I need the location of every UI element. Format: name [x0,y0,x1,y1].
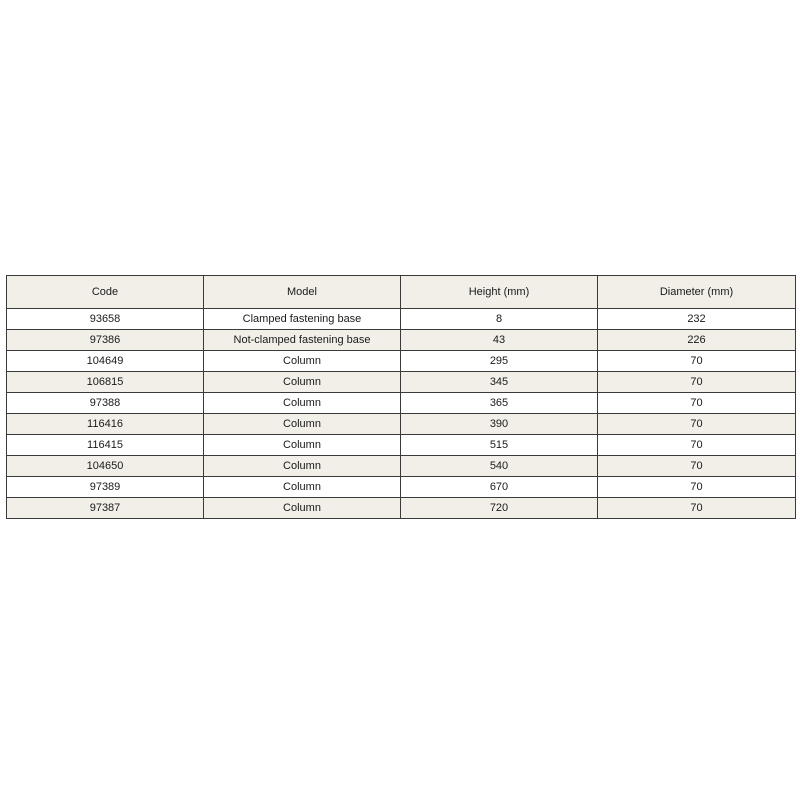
cell-model: Column [204,414,401,435]
header-diameter: Diameter (mm) [598,276,796,309]
cell-height: 295 [401,351,598,372]
table-header [7,276,796,309]
cell-diameter: 70 [598,372,796,393]
cell-code: 93658 [7,309,204,330]
cell-diameter: 70 [598,498,796,519]
cell-height: 43 [401,330,598,351]
cell-diameter: 70 [598,435,796,456]
header-code: Code [7,276,204,309]
cell-code: 97387 [7,498,204,519]
cell-height: 515 [401,435,598,456]
cell-height: 8 [401,309,598,330]
cell-model: Column [204,456,401,477]
cell-model: Column [204,393,401,414]
cell-code: 97389 [7,477,204,498]
cell-model: Not-clamped fastening base [204,330,401,351]
cell-model: Clamped fastening base [204,309,401,330]
header-model: Model [204,276,401,309]
table-row [7,477,796,498]
cell-diameter: 70 [598,477,796,498]
cell-height: 390 [401,414,598,435]
cell-model: Column [204,498,401,519]
table-row [7,351,796,372]
cell-height: 670 [401,477,598,498]
cell-model: Column [204,435,401,456]
cell-model: Column [204,372,401,393]
cell-code: 116415 [7,435,204,456]
table-row [7,309,796,330]
cell-height: 365 [401,393,598,414]
cell-code: 104650 [7,456,204,477]
table-row [7,456,796,477]
cell-code: 104649 [7,351,204,372]
cell-diameter: 232 [598,309,796,330]
cell-diameter: 226 [598,330,796,351]
table-row [7,330,796,351]
table-row [7,393,796,414]
cell-code: 116416 [7,414,204,435]
cell-height: 720 [401,498,598,519]
cell-height: 540 [401,456,598,477]
table-body [7,309,796,519]
cell-code: 106815 [7,372,204,393]
table-row [7,498,796,519]
cell-model: Column [204,351,401,372]
header-height: Height (mm) [401,276,598,309]
cell-diameter: 70 [598,393,796,414]
cell-height: 345 [401,372,598,393]
cell-diameter: 70 [598,456,796,477]
cell-code: 97386 [7,330,204,351]
cell-code: 97388 [7,393,204,414]
cell-diameter: 70 [598,351,796,372]
table-row [7,414,796,435]
product-spec-table [6,275,796,519]
cell-model: Column [204,477,401,498]
table-row [7,435,796,456]
cell-diameter: 70 [598,414,796,435]
header-row [7,276,796,309]
table-row [7,372,796,393]
